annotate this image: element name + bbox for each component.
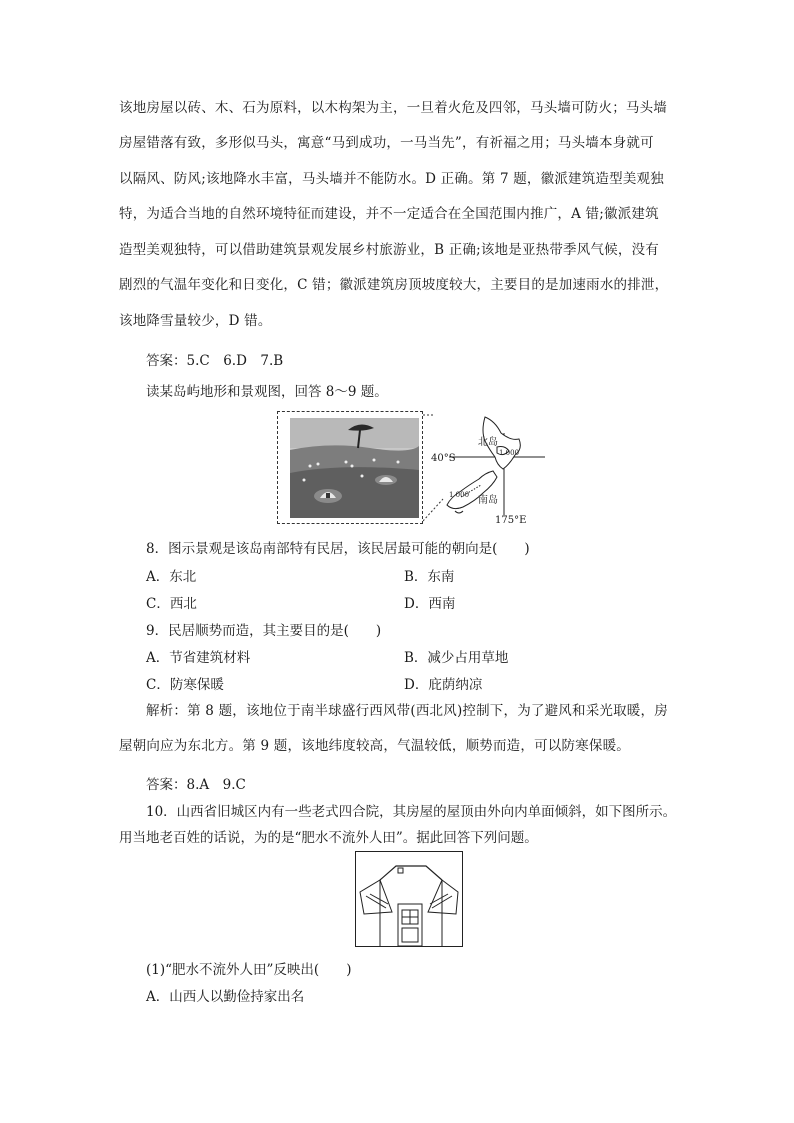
text-line: 特，为适合当地的自然环境特征而建设，并不一定适合在全国范围内推广，A 错;徽派建筑 xyxy=(119,206,659,222)
answer-line: 答案：5.C 6.D 7.B xyxy=(146,353,284,369)
text-line: 房屋错落有致，多形似马头，寓意“马到成功，一马当先”，有祈福之用；马头墙本身就可 xyxy=(119,135,654,151)
q8-option-a: A．东北 xyxy=(146,569,197,585)
question-10-line: 10．山西省旧城区内有一些老式四合院，其房屋的屋顶由外向内单面倾斜，如下图所示。 xyxy=(146,804,677,820)
question-8-stem: 8．图示景观是该岛南部特有民居，该民居最可能的朝向是( ) xyxy=(146,541,530,557)
question-10-sub1: (1)“肥水不流外人田”反映出( ) xyxy=(146,962,352,978)
question-9-stem: 9．民居顺势而造，其主要目的是( ) xyxy=(146,623,382,639)
q9-option-c: C．防寒保暖 xyxy=(146,677,224,693)
text-line: 以隔风、防风;该地降水丰富，马头墙并不能防水。D 正确。第 7 题，徽派建筑造型美观独 xyxy=(119,171,664,187)
q10-sub1-option-a: A．山西人以勤俭持家出名 xyxy=(146,989,305,1005)
analysis-line: 屋朝向应为东北方。第 9 题，该地纬度较高，气温较低，顺势而造，可以防寒保暖。 xyxy=(119,738,630,754)
island-figure xyxy=(277,411,545,527)
text-line: 剧烈的气温年变化和日变化，C 错；徽派建筑房顶坡度较大，主要目的是加速雨水的排泄， xyxy=(119,277,669,293)
north-island-label: 北岛 xyxy=(478,437,498,448)
question-10-line: 用当地老百姓的话说，为的是“肥水不流外人田”。据此回答下列问题。 xyxy=(119,830,538,846)
latitude-label: 40°S xyxy=(431,453,456,464)
text-line: 造型美观独特，可以借助建筑景观发展乡村旅游业，B 正确;该地是亚热带季风气候，没有 xyxy=(119,242,659,258)
text-line: 该地降雪量较少，D 错。 xyxy=(119,313,272,329)
q9-option-d: D．庇荫纳凉 xyxy=(404,677,483,693)
question-intro: 读某岛屿地形和景观图，回答 8～9 题。 xyxy=(146,384,388,400)
contour-south-label: 1 000 xyxy=(449,491,470,499)
q8-option-c: C．西北 xyxy=(146,596,197,612)
landscape-photo xyxy=(290,418,419,518)
q9-option-a: A．节省建筑材料 xyxy=(146,650,251,666)
answer-line: 答案：8.A 9.C xyxy=(146,777,246,793)
longitude-label: 175°E xyxy=(495,515,527,526)
south-island-label: 南岛 xyxy=(478,495,498,506)
contour-north-label: 1 000 xyxy=(499,449,520,457)
landscape-photo-frame xyxy=(277,411,423,524)
text-line: 该地房屋以砖、木、石为原料，以木构架为主，一旦着火危及四邻，马头墙可防火；马头墙 xyxy=(119,100,667,116)
q9-option-b: B．减少占用草地 xyxy=(404,650,509,666)
q8-option-b: B．东南 xyxy=(404,569,455,585)
courtyard-house-figure xyxy=(355,851,463,947)
island-map xyxy=(423,411,545,527)
analysis-line: 解析：第 8 题，该地位于南半球盛行西风带(西北风)控制下，为了避风和采光取暖，房 xyxy=(146,703,668,719)
q8-option-d: D．西南 xyxy=(404,596,456,612)
